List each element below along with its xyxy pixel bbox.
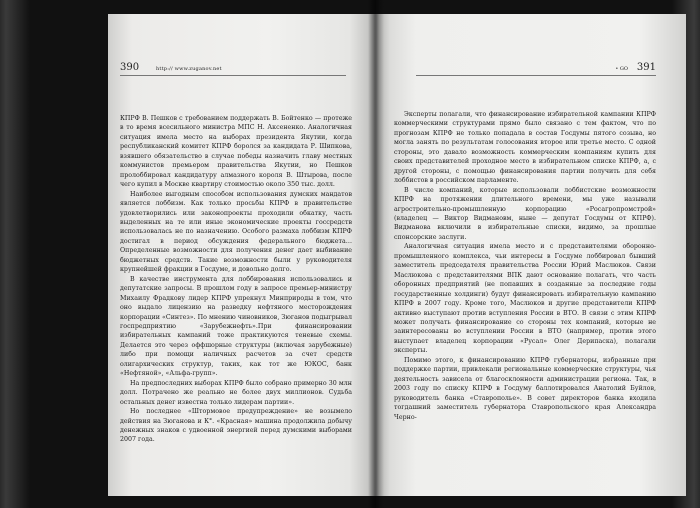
paragraph: На предпоследних выборах КПРФ было собрано примерно 30 млн долл. Потрачено же реально не более двух миллионов. Судьба остальных денег известна только лидерам партии». xyxy=(120,379,352,406)
right-page xyxy=(376,14,686,496)
paragraph: Но последнее «Штормовое предупреждение» не возымело действия на Зюганова и К°. «Красная» машина продолжила добычу денежных знаков с удвоенной энергией перед думскими выборами 2007 года. xyxy=(120,408,352,444)
paragraph: В числе компаний, которые использовали лоббистские возможности КПРФ на протяжении длительного времени, мы уже называли агростроительно-промышленную корпорацию «Росагропромстрой» (владелец — Виктор Видмановм, ныне — депутат Госдумы от КПРФ). Видманова включили в избирательные списки, видимо, за прошлые спонсорские заслуги. xyxy=(394,186,656,241)
left-header-url: http:// www.zuganov.net xyxy=(155,66,222,72)
right-page-header xyxy=(416,62,656,76)
paragraph: Помимо этого, к финансированию КПРФ губернаторы, избранные при поддержке партии, привлекали региональные коммерческие структуры, чья деятельность зависела от благосклонности администрации региона. Так, в 2003 году по списку КПРФ в Госдуму баллотировался Анатолий Буйлов, руководитель банка «Ставрополье». В совет директоров банка входила тогдашний заместитель губернатора Ставропольского края Александра Черно- xyxy=(394,356,656,421)
paragraph: КПРФ В. Пешков с требованием поддержать В. Бойтенко — протеже в то время всесильного министра МПС Н. Аксененко. Аналогичная ситуация имела место на выборах президента Якутии, когда республиканский комитет КПРФ боролся за кандидата Р. Шипкова, взявшего обязательство в случае победы назначить главу местных коммунистов премьером правительства Якутии, но Пешков пролоббировал кандидатуру алмазного короля В. Штырова, после чего купил в Москве квартиру стоимостью около 350 тыс. долл. xyxy=(120,115,352,189)
left-page-text xyxy=(120,114,352,445)
paragraph: Аналогичная ситуация имела место и с представителями оборонно-промышленного комплекса, чьи интересы в Госдуме лоббировал бывший заместитель председателя правительства России Юрий Маслюков. Связи Маслюкова с представителями ВПК дают основание полагать, что часть оборонных предприятий (не попавших в созданные за последние годы государственные холдинги) будут финансировать избирательную кампанию КПРФ в 2007 году. Кроме того, Маслюков и другие представители КПРФ активно выступают против вступления России в ВТО. В связи с этим КПРФ может получать финансирование со стороны тех компаний, которые не заинтересованы во вступлении России в ВТО (например, против этого выступает владелец корпорации «Русал» Олег Дерипаска), полагали эксперты. xyxy=(394,243,656,355)
paragraph: В качестве инструмента для лоббирования использовались и депутатские запросы. В прошлом году в запросе премьер-министру Михаилу Фрадкову лидер КПРФ упрекнул Минприроды в том, что оно выдало лицензию на разведку нефтяного месторождения корпорации «Синтез». По мнению чиновников, Зюганов подыгрывал госпредприятию «Зарубежнефть».При финансировании избирательных кампаний тоже практикуются теневые схемы. Делается это через оффшорные структуры (включая зарубежные) либо при помощи наличных расчетов за счет средств олигархических структур, таких, как тот же ЮКОС, банк «Нефтяной», «Альфа-групп». xyxy=(120,275,352,378)
right-page-text xyxy=(394,110,656,422)
left-page-header xyxy=(120,62,346,76)
left-page-number: 390 xyxy=(120,62,140,73)
paragraph: Наиболее выгодным способом использования думских мандатов является лоббизм. Как только просьбы КПРФ в правительстве удовлетворились или законопроекты проходили обкатку, часть выделенных на те или иные экономические проекты госсредств использовалась не по назначению. Особого размаха лоббизм КПРФ достигал в период обсуждения федерального бюджета… Определенные возможности для получения денег дает выбивание бюджетных средств. Такие возможности были у руководителя крупнейшей фракции в Госдуме, и довольно долго. xyxy=(120,190,352,274)
paragraph: Эксперты полагали, что финансирование избирательной кампании КПРФ коммерческими структурами прямо было связано с тем фактом, что по прогнозам КПРФ не только попадала в состав Госдумы пятого созыва, но могла занять по результатам голосования второе или третье место. С одной стороны, это давало возможность коммерческим компаниям купить для своих представителей проходное место в избирательном списке КПРФ, а, с другой стороны, с помощью финансирования партии получить для себя лоббистов в российском парламенте. xyxy=(394,111,656,185)
right-header-mark: • GO xyxy=(615,66,629,72)
left-page xyxy=(108,14,376,496)
right-page-number: 391 xyxy=(636,62,656,73)
